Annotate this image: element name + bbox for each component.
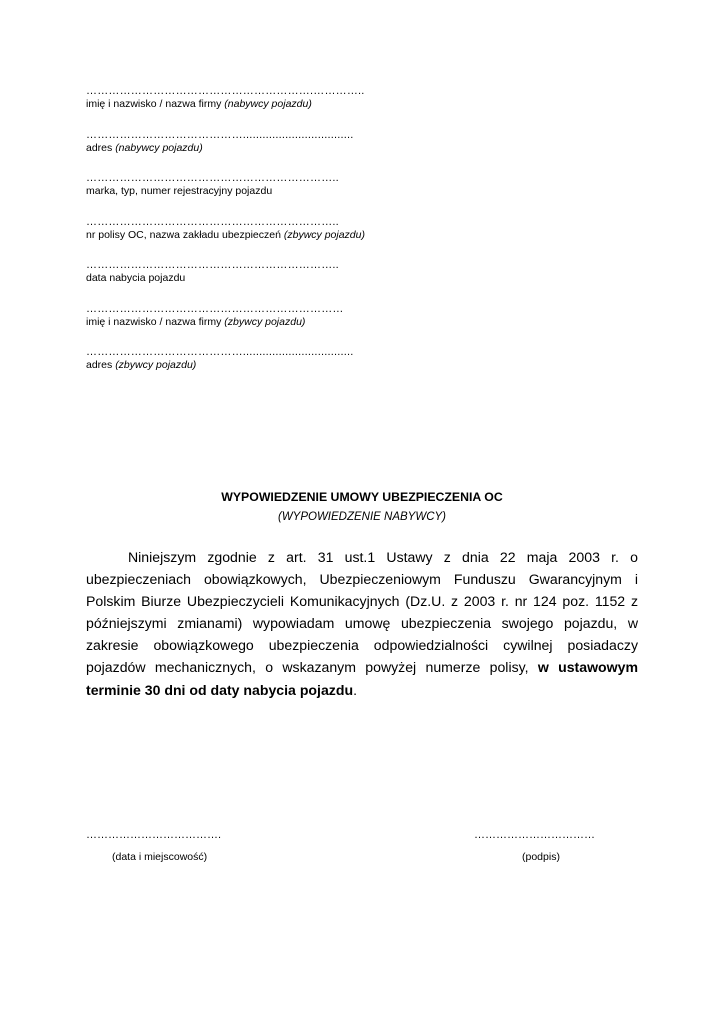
field-caption [86,316,416,328]
date-place-line[interactable]: ………………………………. [86,829,222,841]
caption-note: (zbywcy pojazdu) [115,359,197,371]
caption-note: (zbywcy pojazdu) [283,228,365,241]
body-end: . [353,681,357,698]
caption-text: data nabycia pojazdu [86,272,186,284]
caption-text: nr polisy OC, nazwa zakładu ubezpieczeń [86,228,284,241]
signature-line[interactable]: …………………………… [474,829,595,841]
field-caption [86,229,416,241]
caption-text: adres [86,141,116,154]
fill-line[interactable]: …………………………………….................................. [86,128,354,141]
fill-line[interactable]: …………………………………………………….………….. [86,85,365,97]
field-caption [86,98,416,110]
fill-line[interactable]: …………………………………….................................. [86,346,354,358]
field-purchase-date [86,258,416,302]
field-buyer-address [86,128,416,172]
caption-note: (nabywcy pojazdu) [224,98,312,110]
field-caption [86,272,416,284]
field-seller-name [86,302,416,346]
caption-note: (nabywcy pojazdu) [115,141,203,154]
document-title: WYPOWIEDZENIE UMOWY UBEZPIECZENIA OC [221,490,503,504]
body-bold-text: w ustawowym terminie 30 dni od daty nabycia pojazdu [86,659,638,698]
caption-text: adres [86,359,116,371]
field-caption [86,142,416,154]
caption-text: imię i nazwisko / nazwa firmy [86,98,225,110]
field-buyer-name [86,84,416,128]
field-policy [86,215,416,259]
fill-line[interactable]: ………………………………………………………….. [86,259,339,271]
document-subtitle: (WYPOWIEDZENIE NABYWCY) [277,511,447,523]
caption-note: (zbywcy pojazdu) [224,315,306,328]
date-place-label: (data i miejscowość) [112,851,208,863]
body-paragraph [86,546,638,701]
caption-text: imię i nazwisko / nazwa firmy [86,315,225,328]
fill-line[interactable]: ………………………………………………………….. [86,215,339,228]
field-vehicle [86,171,416,215]
signature-label: (podpis) [522,851,560,863]
caption-text: marka, typ, numer rejestracyjny pojazdu [86,185,273,197]
fill-line[interactable]: ………………………………………………………….. [86,172,339,184]
field-caption [86,359,416,371]
form-fields [86,84,416,389]
field-seller-address [86,345,416,389]
field-caption [86,185,416,197]
fill-line[interactable]: …………………………………………………………… [86,302,344,315]
body-text: Niniejszym zgodnie z art. 31 ust.1 Ustawy z dnia 22 maja 2003 r. o ubezpieczeniach obowiązkowych, Ubezpieczeniowym Funduszu Gwarancyjnym i Polskim Biurze Ubezpieczycieli Komunikacyjnych (Dz.U. z 2003 r. nr 124 poz. 1152 z późniejszymi zmianami) wypowiadam umowę ubezpieczenia swojego pojazdu, w zakresie obowiązkowego ubezpieczenia odpowiedzialności cywilnej posiadaczy pojazdów mechanicznych, o wskazanym powyżej numerze polisy, [86,549,638,676]
